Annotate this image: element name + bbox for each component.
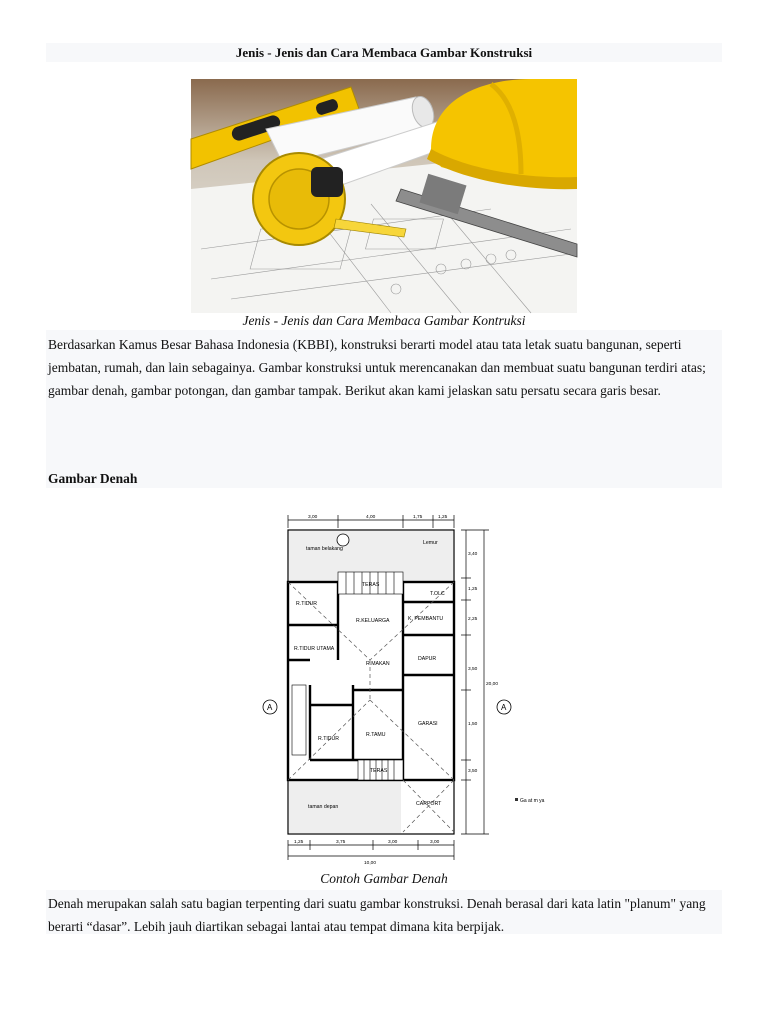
dim-total-length: 20,00 <box>486 682 499 687</box>
room-toilet: T.OLC <box>430 591 445 597</box>
dim-right-5: 1,50 <box>468 722 478 727</box>
dim-right-6: 3,50 <box>468 769 478 774</box>
photo-caption: Jenis - Jenis dan Cara Membaca Gambar Kontruksi <box>242 313 526 328</box>
dim-top-1: 3,00 <box>308 515 318 520</box>
room-k-pembantu: K. PEMBANTU <box>408 616 444 622</box>
room-r-tidur-utama: R.TIDUR UTAMA <box>294 646 335 652</box>
section-marker-right: A <box>501 703 507 712</box>
room-teras-front: TERAS <box>370 768 388 774</box>
section-heading: Gambar Denah <box>48 471 138 486</box>
dim-bottom-4: 3,00 <box>430 840 440 845</box>
room-r-makan: R.MAKAN <box>366 661 390 667</box>
floor-plan-drawing <box>258 510 545 868</box>
section-marker-left: A <box>267 703 273 712</box>
room-r-keluarga: R.KELUARGA <box>356 618 390 624</box>
dim-total-width: 10,00 <box>364 861 377 866</box>
room-r-tamu: R.TAMU <box>366 732 386 738</box>
room-garasi: GARASI <box>418 721 438 727</box>
room-r-tidur-1: R.TIDUR <box>296 601 318 607</box>
legend-marker <box>515 798 518 801</box>
dim-top-3: 1,75 <box>413 515 423 520</box>
side-note: Ga at m ya <box>520 798 545 804</box>
plan-caption: Contoh Gambar Denah <box>320 871 448 886</box>
dim-top-4: 1,25 <box>438 515 448 520</box>
construction-tools-illustration <box>191 79 577 313</box>
dim-right-1: 3,40 <box>468 552 478 557</box>
intro-paragraph: Berdasarkan Kamus Besar Bahasa Indonesia (KBBI), konstruksi berarti model atau tata letak suatu bangunan, seperti jembatan, rumah, dan lain sebagainya. Gambar konstruksi untuk merencanakan dan membuat suatu bangunan terdiri atas; gambar denah, gambar potongan, dan gambar tampak. Berikut akan kami jelaskan satu persatu secara garis besar. <box>48 337 706 398</box>
dim-right-2: 1,25 <box>468 587 478 592</box>
room-taman-depan: taman depan <box>308 804 339 810</box>
dim-right-4: 3,50 <box>468 667 478 672</box>
dim-bottom-3: 3,00 <box>388 840 398 845</box>
room-taman-belakang: taman belakang <box>306 546 343 552</box>
floor-plan-svg <box>258 510 545 868</box>
room-lemur: Lemur <box>423 540 438 546</box>
room-dapur: DAPUR <box>418 656 437 662</box>
room-r-tidur-2: R.TIDUR <box>318 736 340 742</box>
room-teras-back: TERAS <box>362 582 380 588</box>
denah-paragraph: Denah merupakan salah satu bagian terpenting dari suatu gambar konstruksi. Denah berasal dari kata latin "planum" yang berarti “dasar”. Lebih jauh diartikan sebagai lantai atau tempat dimana kita berpijak. <box>48 896 706 934</box>
dim-top-2: 4,00 <box>366 515 376 520</box>
room-carport: CARPORT <box>416 801 442 807</box>
dim-bottom-2: 3,75 <box>336 840 346 845</box>
construction-photo <box>191 79 577 313</box>
dim-bottom-1: 1,25 <box>294 840 304 845</box>
dim-right-3: 2,25 <box>468 617 478 622</box>
page-title: Jenis - Jenis dan Cara Membaca Gambar Konstruksi <box>235 45 533 60</box>
